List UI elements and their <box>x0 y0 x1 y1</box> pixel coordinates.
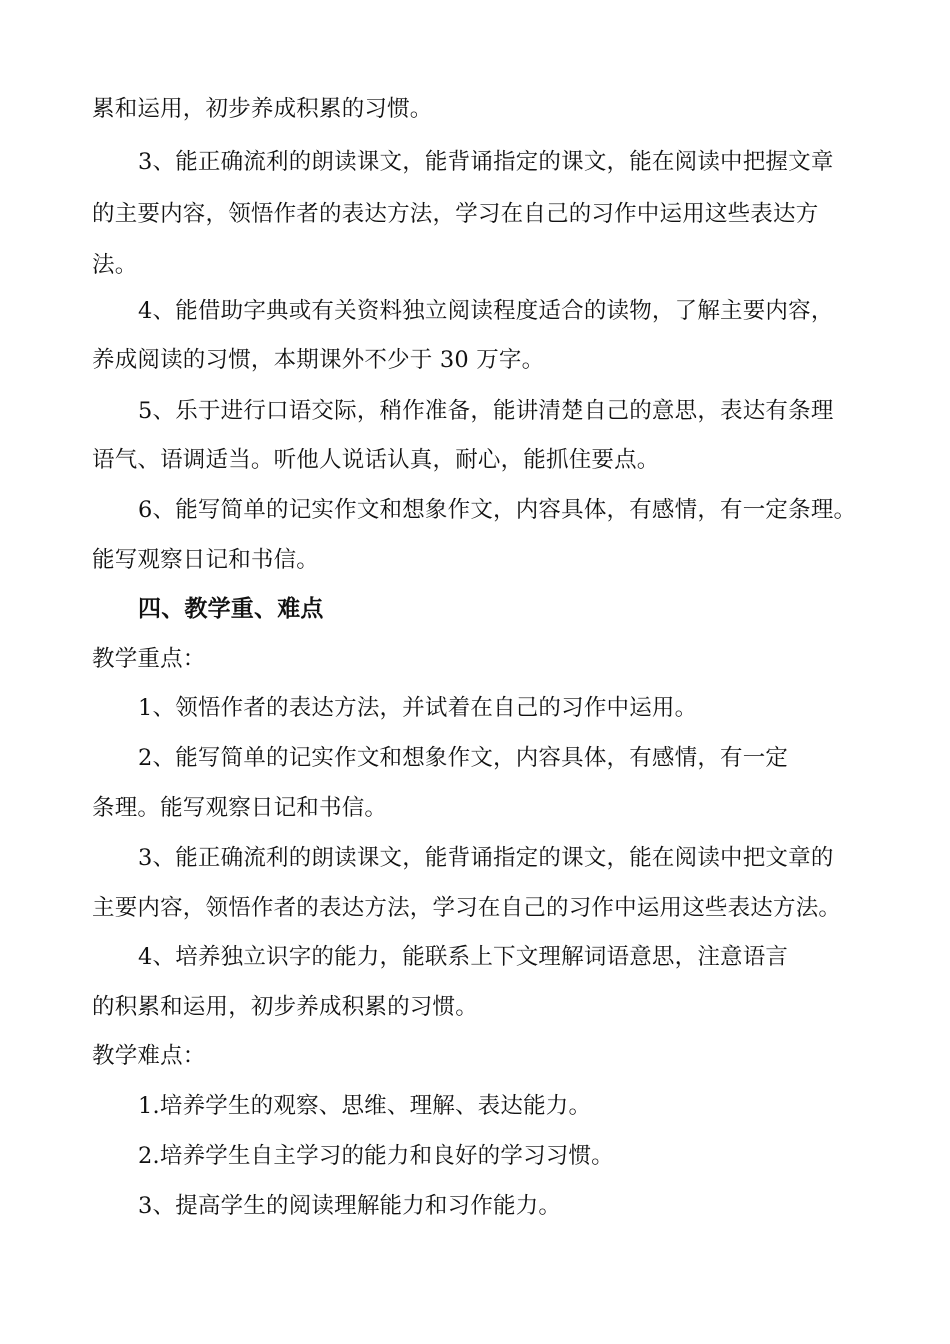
text-line: 6、能写简单的记实作文和想象作文，内容具体，有感情，有一定条理。 <box>138 497 857 523</box>
section-heading: 四、教学重、难点 <box>138 596 324 622</box>
text-line: 累和运用，初步养成积累的习惯。 <box>92 96 433 122</box>
text-line: 2、能写简单的记实作文和想象作文，内容具体，有感情，有一定 <box>138 745 789 771</box>
text-line: 4、能借助字典或有关资料独立阅读程度适合的读物，了解主要内容， <box>138 298 834 324</box>
text-line: 养成阅读的习惯，本期课外不少于 30 万字。 <box>92 347 545 373</box>
text-line: 1、领悟作者的表达方法，并试着在自己的习作中运用。 <box>138 695 698 721</box>
text-line: 5、乐于进行口语交际，稍作准备，能讲清楚自己的意思，表达有条理 <box>138 398 834 424</box>
text-line: 2.培养学生自主学习的能力和良好的学习习惯。 <box>138 1143 614 1169</box>
text-line: 3、提高学生的阅读理解能力和习作能力。 <box>138 1193 562 1219</box>
text-line: 1.培养学生的观察、思维、理解、表达能力。 <box>138 1093 592 1119</box>
text-line: 条理。能写观察日记和书信。 <box>92 795 388 821</box>
text-line: 4、培养独立识字的能力，能联系上下文理解词语意思，注意语言 <box>138 944 789 970</box>
text-line: 3、能正确流利的朗读课文，能背诵指定的课文，能在阅读中把握文章 <box>138 149 834 175</box>
subheading: 教学重点： <box>92 646 206 672</box>
text-line: 法。 <box>92 252 138 278</box>
text-line: 的积累和运用，初步养成积累的习惯。 <box>92 994 478 1020</box>
text-line: 能写观察日记和书信。 <box>92 547 320 573</box>
text-line: 的主要内容，领悟作者的表达方法，学习在自己的习作中运用这些表达方 <box>92 201 819 227</box>
subheading: 教学难点： <box>92 1043 206 1069</box>
text-line: 语气、语调适当。听他人说话认真，耐心，能抓住要点。 <box>92 447 660 473</box>
text-line: 主要内容，领悟作者的表达方法，学习在自己的习作中运用这些表达方法。 <box>92 895 842 921</box>
text-line: 3、能正确流利的朗读课文，能背诵指定的课文，能在阅读中把文章的 <box>138 845 834 871</box>
